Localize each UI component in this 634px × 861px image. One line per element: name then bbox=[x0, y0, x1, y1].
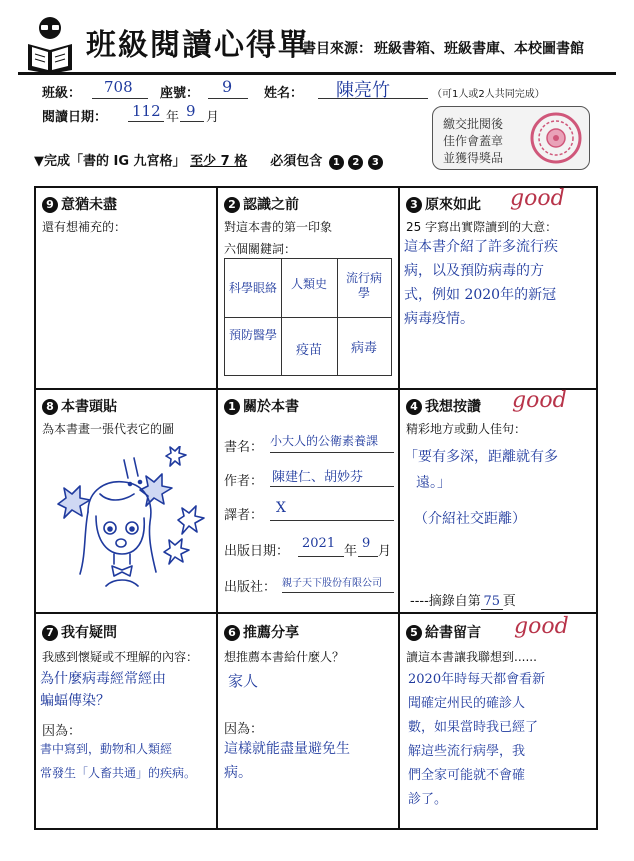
keyword-2: 人類史 bbox=[290, 277, 327, 291]
seat-label: 座號： bbox=[160, 86, 200, 101]
excerpt-post: 頁 bbox=[502, 594, 516, 609]
excerpt-page-value: 75 bbox=[481, 594, 503, 610]
pub-month-char: 月 bbox=[378, 544, 392, 559]
book-title-underline bbox=[270, 452, 394, 453]
class-value: 708 bbox=[104, 78, 133, 96]
required-2-icon: 2 bbox=[348, 155, 363, 170]
cell-5-title: 5 給書留言 bbox=[406, 622, 481, 642]
cell-7-question-1: 為什麼病毒經常經由 bbox=[40, 671, 166, 687]
excerpt-pre: ----摘錄自第 bbox=[410, 594, 481, 609]
keyword-4: 預防醫學 bbox=[229, 328, 278, 342]
required-3-icon: 3 bbox=[368, 155, 383, 170]
cell-6-answer-2: 病。 bbox=[224, 765, 252, 781]
cell-6-because: 因為： bbox=[224, 722, 264, 737]
seat-value: 9 bbox=[222, 77, 233, 96]
pub-month-underline bbox=[358, 556, 378, 557]
cell-5-line-5: 們全家可能就不會確 bbox=[408, 768, 526, 783]
date-year-char: 年 bbox=[166, 110, 180, 125]
cell-1-about bbox=[216, 388, 400, 614]
cell-5-line-6: 診了。 bbox=[408, 792, 448, 807]
cell-7-question-2: 蝙蝠傳染？ bbox=[40, 693, 110, 709]
cell-6-who: 家人 bbox=[228, 672, 259, 690]
cell-4-line-1: 「要有多深，距離就有多 bbox=[404, 449, 558, 465]
cell-7-answer-1: 書中寫到，動物和人類經 bbox=[40, 742, 173, 756]
cell-4-title: 4 我想按讚 bbox=[406, 396, 481, 416]
date-month-underline bbox=[180, 121, 204, 122]
cell-5-line-3: 數，如果當時我已經了 bbox=[408, 720, 539, 735]
cell-5-good-mark: good bbox=[514, 614, 569, 639]
instruction-tail: 必須包含 bbox=[270, 154, 323, 169]
cell-1-title: 1 關於本書 bbox=[224, 396, 299, 416]
date-year-value: 112 bbox=[132, 102, 161, 120]
class-underline bbox=[92, 98, 148, 99]
cell-5-line-2: 聞確定州民的確診人 bbox=[408, 696, 526, 711]
seal-icon bbox=[529, 111, 583, 165]
cell-8-title: 8 本書頭貼 bbox=[42, 396, 117, 416]
cell-4-like bbox=[398, 388, 598, 614]
cell-9-title: 9 意猶未盡 bbox=[42, 194, 117, 214]
cell-9-prompt: 還有想補充的： bbox=[42, 220, 127, 234]
date-year-underline bbox=[128, 121, 164, 122]
virus-girl-drawing bbox=[44, 446, 208, 596]
cell-2-before bbox=[216, 186, 400, 390]
keyword-grid bbox=[224, 258, 392, 376]
cell-2-title: 2 認識之前 bbox=[224, 194, 299, 214]
author-label: 作者： bbox=[224, 474, 264, 489]
cell-6-title: 6 推薦分享 bbox=[224, 622, 299, 642]
class-label: 班級： bbox=[42, 86, 82, 101]
cell-3-line-3: 式，例如 2020年的新冠 bbox=[404, 287, 557, 303]
cell-3-good-mark: good bbox=[510, 186, 565, 211]
book-title-label: 書名： bbox=[224, 440, 264, 455]
cell-3-summary bbox=[398, 186, 598, 390]
keyword-5: 疫苗 bbox=[295, 343, 322, 358]
keyword-1: 科學眼絡 bbox=[228, 281, 277, 295]
cell-9-extra bbox=[34, 186, 218, 390]
date-label: 閱讀日期： bbox=[42, 110, 108, 125]
pub-date-label: 出版日期： bbox=[224, 544, 290, 559]
cell-2-sub: 六個關鍵詞： bbox=[224, 242, 297, 256]
page-title: 班級閱讀心得單 bbox=[86, 28, 310, 63]
cell-7-prompt: 我感到懷疑或不理解的內容： bbox=[42, 650, 199, 664]
translator-underline bbox=[270, 520, 394, 521]
cell-7-title: 7 我有疑問 bbox=[42, 622, 117, 642]
author-value: 陳建仁、胡妙芬 bbox=[272, 470, 364, 485]
stamp-text-3: 並獲得獎品 bbox=[443, 151, 504, 165]
cell-6-prompt: 想推薦本書給什麼人？ bbox=[224, 650, 345, 664]
translator-value: X bbox=[276, 500, 286, 516]
pub-year-underline bbox=[298, 556, 344, 557]
cell-4-line-2: 遠。」 bbox=[416, 475, 451, 491]
cell-6-answer-1: 這樣就能盡量避免生 bbox=[224, 741, 350, 757]
cell-3-title: 3 原來如此 bbox=[406, 194, 481, 214]
cell-7-because: 因為： bbox=[42, 724, 82, 739]
date-month-char: 月 bbox=[206, 110, 220, 125]
cell-8-prompt: 為本書畫一張代表它的圖 bbox=[42, 422, 175, 436]
cell-4-prompt: 精彩地方或動人佳句： bbox=[406, 422, 527, 436]
instruction-lead: ▼完成「書的 IG 九宮格」 bbox=[34, 154, 186, 169]
pub-month-value: 9 bbox=[362, 536, 371, 551]
cell-5-line-4: 解這些流行病學，我 bbox=[408, 744, 526, 759]
stamp-text-1: 繳交批閱後 bbox=[443, 117, 504, 131]
instruction bbox=[34, 150, 383, 170]
cell-3-line-4: 病毒疫情。 bbox=[404, 311, 474, 327]
cell-3-line-2: 病，以及預防病毒的方 bbox=[404, 263, 544, 279]
cell-6-recommend bbox=[216, 612, 400, 830]
translator-label: 譯者： bbox=[224, 508, 264, 523]
book-sources: 班級書箱、班級書庫、本校圖書館 bbox=[374, 41, 584, 57]
cell-5-line-1: 2020年時每天都會看新 bbox=[408, 672, 546, 687]
pub-year-char: 年 bbox=[344, 544, 358, 559]
required-1-icon: 1 bbox=[329, 155, 344, 170]
pub-year-value: 2021 bbox=[302, 536, 336, 551]
name-value: 陳亮竹 bbox=[336, 80, 390, 101]
header-rule bbox=[18, 72, 616, 75]
source-label: 書目來源： bbox=[302, 41, 372, 57]
date-month-value: 9 bbox=[186, 102, 196, 120]
name-label: 姓名： bbox=[264, 86, 304, 101]
keyword-3: 流行病學 bbox=[345, 271, 382, 300]
cell-7-question bbox=[34, 612, 218, 830]
seat-underline bbox=[208, 98, 248, 99]
instruction-underlined: 至少 7 格 bbox=[190, 154, 248, 169]
publisher-value: 親子天下股份有限公司 bbox=[282, 578, 382, 589]
cell-3-line-1: 這本書介紹了許多流行疾 bbox=[404, 239, 558, 255]
cell-4-line-3: （介紹社交距離） bbox=[414, 511, 526, 527]
cell-5-prompt: 讀這本書讓我聯想到...... bbox=[406, 650, 537, 664]
author-underline bbox=[270, 486, 394, 487]
keyword-6: 病毒 bbox=[350, 341, 377, 356]
cell-3-prompt: 25 字寫出實際讀到的大意： bbox=[406, 220, 558, 234]
book-title-value: 小大人的公衛素養課 bbox=[270, 434, 379, 448]
cell-2-prompt: 對這本書的第一印象 bbox=[224, 220, 333, 234]
publisher-underline bbox=[282, 592, 394, 593]
cell-5-comment bbox=[398, 612, 598, 830]
stamp-box bbox=[432, 106, 590, 170]
cell-7-answer-2: 常發生「人畜共通」的疾病。 bbox=[40, 766, 197, 780]
cell-8-avatar bbox=[34, 388, 218, 614]
excerpt-page bbox=[410, 590, 516, 610]
cell-4-good-mark: good bbox=[512, 388, 567, 413]
publisher-label: 出版社： bbox=[224, 580, 277, 595]
reader-icon bbox=[24, 14, 76, 74]
stamp-text-2: 佳作會蓋章 bbox=[443, 134, 504, 148]
group-note: （可1人或2人共同完成） bbox=[432, 89, 545, 100]
